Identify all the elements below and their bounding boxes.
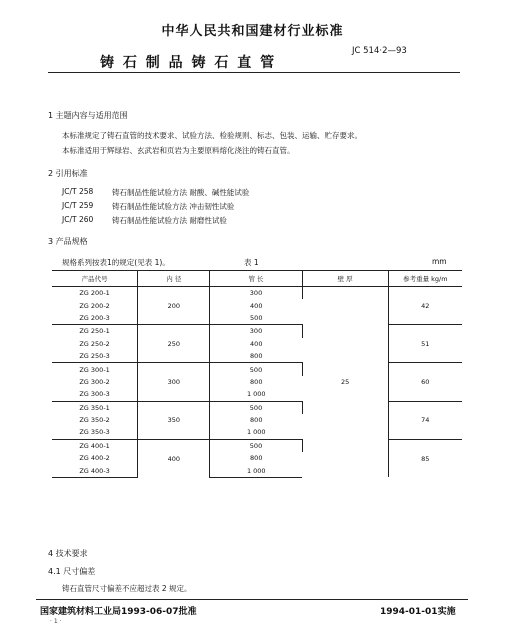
pipe-length-cell: 300 xyxy=(210,287,302,300)
subsection-4-1-heading: 4.1 尺寸偏差 xyxy=(48,567,96,576)
pipe-length-cell: 800 xyxy=(250,454,263,463)
reference-title: 铸石制品性能试验方法 耐磨性试验 xyxy=(112,216,227,225)
pipe-length-cell: 300 xyxy=(210,325,302,338)
section-1-heading: 1 主题内容与适用范围 xyxy=(48,111,128,120)
product-code-cell: ZG 200-2 xyxy=(52,299,138,311)
pipe-length-cell: 800 xyxy=(250,352,263,361)
title-rule xyxy=(48,72,460,73)
product-code-cell: ZG 200-1 xyxy=(52,287,138,300)
reference-mass-cell: 85 xyxy=(388,439,462,477)
spec-table xyxy=(52,270,462,478)
reference-mass-cell: 42 xyxy=(421,301,430,310)
table-row xyxy=(52,439,462,452)
table-row xyxy=(52,325,462,338)
pipe-length-cell: 500 xyxy=(250,313,263,322)
pipe-length-cell: 500 xyxy=(210,439,302,452)
inner-diameter-cell: 350 xyxy=(138,401,210,439)
inner-diameter-cell: 300 xyxy=(138,363,210,401)
product-code-cell: ZG 200-3 xyxy=(52,312,138,325)
product-code-cell: ZG 250-1 xyxy=(52,325,138,338)
header-pipe-length: 管 长 xyxy=(210,271,302,287)
header-inner-diameter: 内 径 xyxy=(138,271,210,287)
reference-code: JC/T 259 xyxy=(62,201,94,210)
section-1-paragraph-1: 本标准规定了铸石直管的技术要求、试验方法、检验规则、标志、包装、运输、贮存要求。 xyxy=(62,131,362,140)
table-unit: mm xyxy=(432,257,447,266)
standard-code: JC 514·2—93 xyxy=(352,46,407,56)
pipe-length-cell: 800 xyxy=(250,377,263,386)
pipe-length-cell: 800 xyxy=(250,416,263,425)
reference-mass-cell: 51 xyxy=(388,325,462,363)
reference-code: JC/T 258 xyxy=(62,187,94,196)
subsection-4-1-text: 铸石直管尺寸偏差不应超过表 2 规定。 xyxy=(62,584,192,593)
pipe-length-cell: 400 xyxy=(250,339,263,348)
product-code-cell: ZG 300-3 xyxy=(52,388,138,401)
table-header-row xyxy=(52,271,462,287)
inner-diameter-cell: 400 xyxy=(138,439,210,477)
effective-date: 1994-01-01实施 xyxy=(380,607,456,617)
product-code-cell: ZG 250-3 xyxy=(52,350,138,363)
issuing-body-title: 中华人民共和国建材行业标准 xyxy=(161,24,344,39)
pipe-length-cell: 500 xyxy=(210,401,302,414)
pipe-length-cell: 400 xyxy=(250,301,263,310)
product-code-cell: ZG 400-2 xyxy=(52,452,138,464)
wall-thickness-cell: 25 xyxy=(302,287,388,478)
table-row xyxy=(52,401,462,414)
product-code-cell: ZG 350-1 xyxy=(52,401,138,414)
product-code-cell: ZG 250-2 xyxy=(52,338,138,350)
reference-mass-cell: 60 xyxy=(388,363,462,401)
product-code-cell: ZG 350-3 xyxy=(52,426,138,439)
inner-diameter-cell: 250 xyxy=(138,325,210,363)
reference-title: 铸石制品性能试验方法 耐酸、碱性能试验 xyxy=(112,188,250,197)
pipe-length-cell: 1 000 xyxy=(210,464,302,477)
table-row xyxy=(52,287,462,300)
section-2-heading: 2 引用标准 xyxy=(48,169,88,178)
product-code-cell: ZG 300-2 xyxy=(52,376,138,388)
table-caption: 表 1 xyxy=(244,258,259,267)
product-code-cell: ZG 400-3 xyxy=(52,464,138,477)
page-number: · 1 · xyxy=(50,618,62,625)
section-4-heading: 4 技术要求 xyxy=(48,549,88,558)
inner-diameter-cell: 200 xyxy=(138,287,210,325)
reference-code: JC/T 260 xyxy=(62,215,94,224)
product-code-cell: ZG 350-2 xyxy=(52,414,138,426)
section-3-heading: 3 产品规格 xyxy=(48,237,88,246)
document-title: 铸 石 制 品 铸 石 直 管 xyxy=(100,55,277,71)
product-code-cell: ZG 400-1 xyxy=(52,439,138,452)
product-code-cell: ZG 300-1 xyxy=(52,363,138,376)
reference-mass-cell: 74 xyxy=(388,401,462,439)
reference-title: 铸石制品性能试验方法 冲击韧性试验 xyxy=(112,202,235,211)
table-intro: 规格系列按表1的规定(见表 1)。 xyxy=(62,258,170,267)
footer-rule xyxy=(36,599,468,600)
section-1-paragraph-2: 本标准适用于辉绿岩、玄武岩和页岩为主要原料熔化浇注的铸石直管。 xyxy=(62,146,295,155)
header-product-code: 产品代号 xyxy=(52,271,138,287)
pipe-length-cell: 1 000 xyxy=(246,428,266,437)
approval-line: 国家建筑材料工业局1993-06-07批准 xyxy=(40,607,197,617)
table-row xyxy=(52,363,462,376)
pipe-length-cell: 1 000 xyxy=(246,390,266,399)
pipe-length-cell: 500 xyxy=(210,363,302,376)
header-wall-thickness: 壁 厚 xyxy=(302,271,388,287)
header-reference-mass: 参考重量 kg/m xyxy=(388,271,462,287)
